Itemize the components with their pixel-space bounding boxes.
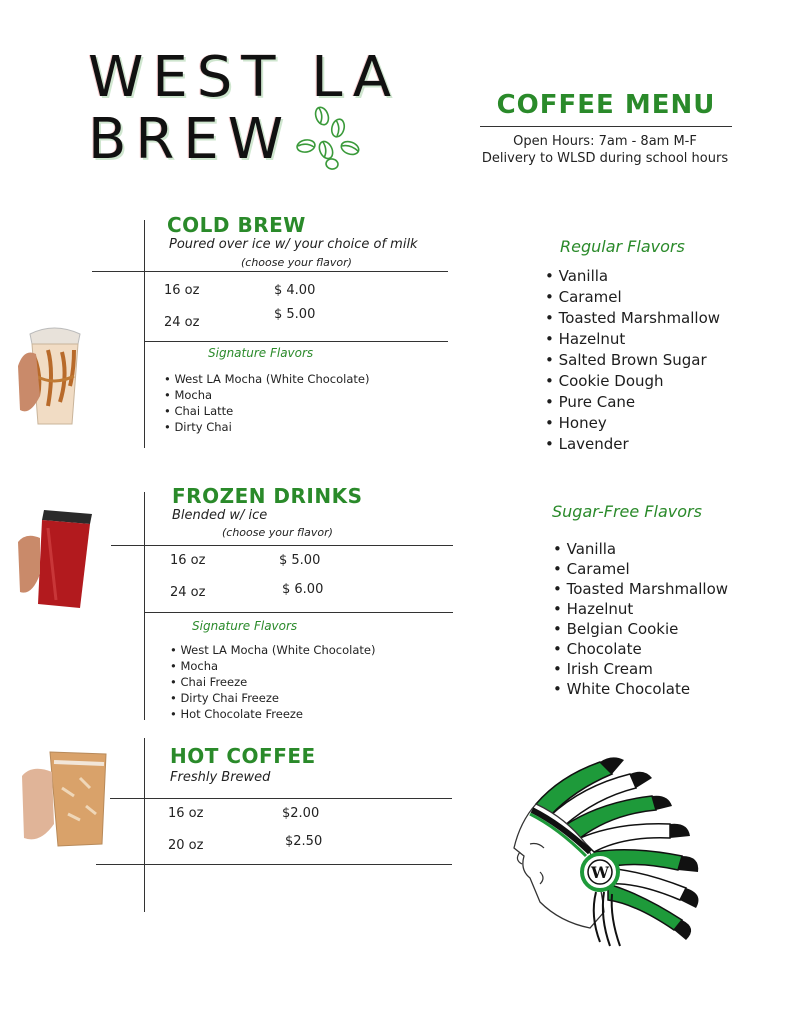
list-item: • Cookie Dough bbox=[545, 371, 720, 392]
warrior-headdress-mascot-icon bbox=[500, 752, 722, 956]
cold-brew-subtitle: Poured over ice w/ your choice of milk bbox=[169, 237, 418, 252]
cold-brew-rule-top bbox=[92, 271, 448, 272]
title-divider bbox=[480, 126, 732, 127]
list-item: • Toasted Marshmallow bbox=[545, 308, 720, 329]
list-item: • Hot Chocolate Freeze bbox=[170, 706, 375, 722]
iced-coffee-photo bbox=[18, 748, 110, 852]
hot-price-16: $2.00 bbox=[282, 806, 320, 821]
hot-size-16: 16 oz bbox=[168, 806, 204, 821]
list-item: • Dirty Chai bbox=[164, 419, 369, 435]
list-item: • Mocha bbox=[170, 658, 375, 674]
frozen-drink-cup-photo bbox=[18, 504, 98, 612]
open-hours: Open Hours: 7am - 8am M-F bbox=[513, 134, 697, 149]
logo-line-2: BREW bbox=[88, 107, 293, 172]
hot-size-20: 20 oz bbox=[168, 838, 204, 853]
frozen-rule-top bbox=[111, 545, 453, 546]
list-item: • Belgian Cookie bbox=[553, 619, 728, 639]
hot-vertical-rule bbox=[144, 738, 145, 912]
list-item: • Pure Cane bbox=[545, 392, 720, 413]
mascot-badge-letter: W bbox=[591, 863, 609, 882]
frozen-note: (choose your flavor) bbox=[222, 526, 333, 539]
list-item: • Salted Brown Sugar bbox=[545, 350, 720, 371]
list-item: • Mocha bbox=[164, 387, 369, 403]
hot-title: HOT COFFEE bbox=[170, 744, 316, 768]
cold-brew-signature-heading: Signature Flavors bbox=[208, 346, 314, 360]
frozen-size-24: 24 oz bbox=[170, 585, 206, 600]
hot-rule-bottom bbox=[96, 864, 452, 865]
list-item: • Vanilla bbox=[553, 539, 728, 559]
hot-price-20: $2.50 bbox=[285, 834, 323, 849]
cold-brew-note: (choose your flavor) bbox=[241, 256, 352, 269]
list-item: • Lavender bbox=[545, 434, 720, 455]
list-item: • Vanilla bbox=[545, 266, 720, 287]
list-item: • Toasted Marshmallow bbox=[553, 579, 728, 599]
list-item: • Honey bbox=[545, 413, 720, 434]
delivery-note: Delivery to WLSD during school hours bbox=[481, 151, 729, 166]
hot-subtitle: Freshly Brewed bbox=[170, 770, 271, 785]
frozen-price-16: $ 5.00 bbox=[279, 553, 321, 568]
cold-brew-size-24: 24 oz bbox=[164, 315, 200, 330]
frozen-price-24: $ 6.00 bbox=[282, 582, 324, 597]
frozen-vertical-rule bbox=[144, 492, 145, 720]
list-item: • Hazelnut bbox=[545, 329, 720, 350]
list-item: • Hazelnut bbox=[553, 599, 728, 619]
list-item: • Chocolate bbox=[553, 639, 728, 659]
frozen-size-16: 16 oz bbox=[170, 553, 206, 568]
list-item: • Caramel bbox=[545, 287, 720, 308]
list-item: • Chai Latte bbox=[164, 403, 369, 419]
list-item: • Irish Cream bbox=[553, 659, 728, 679]
frozen-title: FROZEN DRINKS bbox=[172, 484, 363, 508]
sugar-free-flavors-heading: Sugar-Free Flavors bbox=[552, 502, 702, 521]
cold-brew-rule-bottom bbox=[144, 341, 448, 342]
sugar-free-flavors-list bbox=[553, 539, 728, 699]
cold-brew-vertical-rule bbox=[144, 220, 145, 448]
list-item: • Dirty Chai Freeze bbox=[170, 690, 375, 706]
list-item: • Caramel bbox=[553, 559, 728, 579]
cold-brew-title: COLD BREW bbox=[167, 213, 306, 237]
list-item: • Chai Freeze bbox=[170, 674, 375, 690]
hot-rule-top bbox=[110, 798, 452, 799]
cold-brew-size-16: 16 oz bbox=[164, 283, 200, 298]
list-item: • White Chocolate bbox=[553, 679, 728, 699]
cold-brew-signature-list bbox=[164, 371, 369, 435]
frozen-rule-bottom bbox=[144, 612, 453, 613]
frozen-signature-heading: Signature Flavors bbox=[192, 619, 298, 633]
regular-flavors-list bbox=[545, 266, 720, 455]
frozen-subtitle: Blended w/ ice bbox=[172, 508, 268, 523]
iced-caramel-drink-photo bbox=[18, 326, 90, 430]
regular-flavors-heading: Regular Flavors bbox=[560, 237, 685, 256]
cold-brew-price-24: $ 5.00 bbox=[274, 307, 316, 322]
cold-brew-price-16: $ 4.00 bbox=[274, 283, 316, 298]
list-item: • West LA Mocha (White Chocolate) bbox=[164, 371, 369, 387]
logo-line-1: WEST LA bbox=[88, 45, 401, 110]
coffee-beans-icon bbox=[292, 100, 368, 172]
frozen-signature-list bbox=[170, 642, 375, 722]
list-item: • West LA Mocha (White Chocolate) bbox=[170, 642, 375, 658]
menu-title: COFFEE MENU bbox=[496, 90, 716, 120]
